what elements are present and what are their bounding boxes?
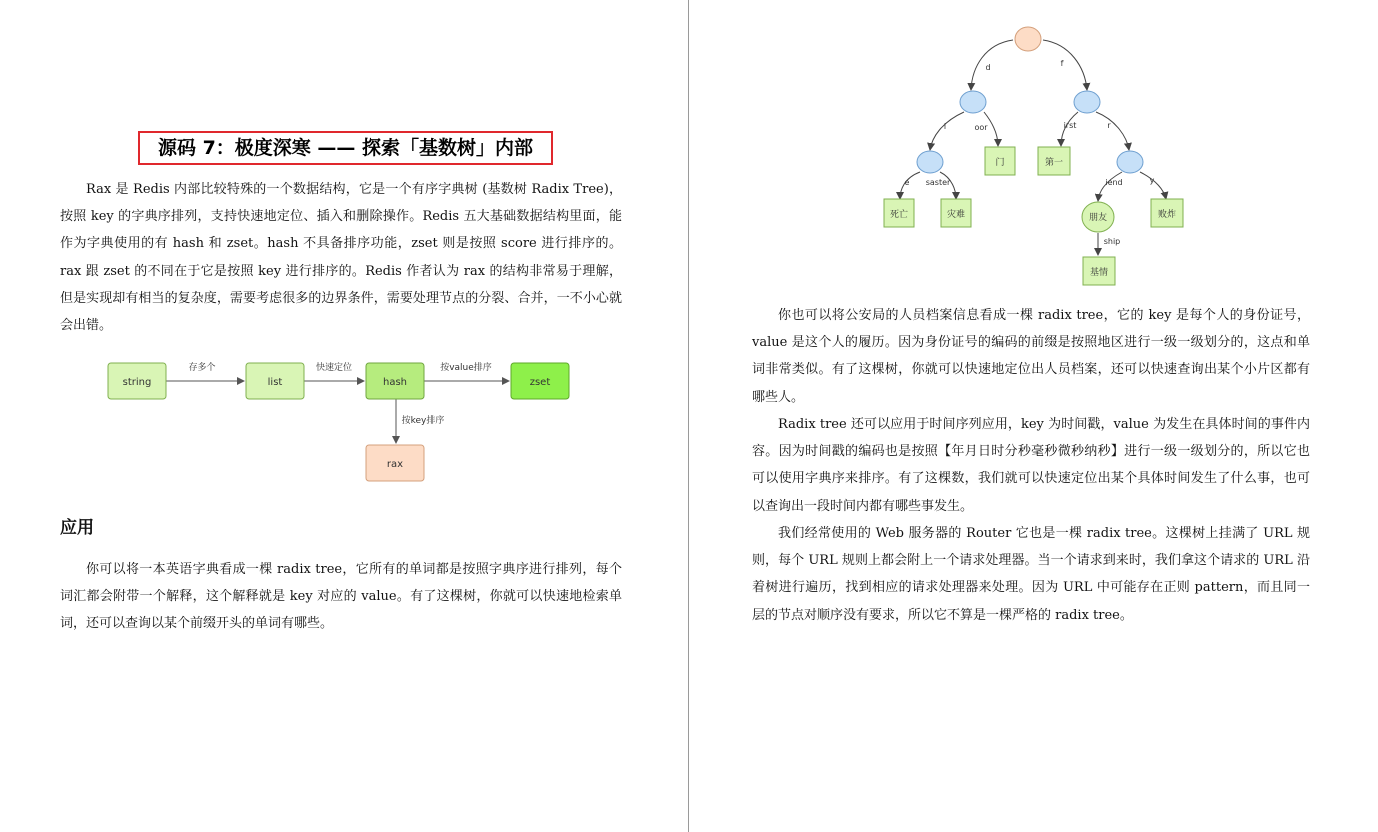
tree-edge xyxy=(1096,112,1129,150)
router-paragraph: 我们经常使用的 Web 服务器的 Router 它也是一棵 radix tree。这棵树上挂满了 URL 规则，每个 URL 规则上都会附上一个请求处理器。当一个请求到来时，我们拿这个请求的 URL 沿着树进行遍历，找到相应的请求处理器来处理。因为 URL 中可能存在正则 pattern，而且同一层的节点对顺序没有要求，所以它不算是一棵严格的 radix tree。 xyxy=(752,526,1310,623)
timeseries-paragraph: Radix tree 还可以应用于时间序列应用，key 为时间戳，value 为发生在具体时间的事件内容。因为时间戳的编码也是按照【年月日时分秒毫秒微秒纳秒】进行一级一级划分的，所以它也可以使用字典序来排序。有了这棵数，我们就可以快速定位出某个具体时间发生了什么事，也可以查询出一段时间内都有哪些事发生。 xyxy=(752,417,1310,514)
edge-label: r xyxy=(1107,121,1111,130)
edge-label: saster xyxy=(925,178,951,187)
id-card-paragraph: 你也可以将公安局的人员档案信息看成一棵 radix tree，它的 key 是每个人的身份证号，value 是这个人的履历。因为身份证号的编码的前缀是按照地区进行一级一级划分的，这点和单词非常类似。有了这棵树，你就可以快速地定位出人员档案，还可以快速查询出某个小片区都有哪些人。 xyxy=(752,308,1310,405)
leaf-label: 败炸 xyxy=(1157,210,1177,220)
tree-edge xyxy=(900,172,920,199)
node-label: rax xyxy=(386,459,404,470)
leaf-label: 灾难 xyxy=(946,210,966,220)
radix-tree-diagram xyxy=(880,22,1200,292)
edge-label: oor xyxy=(974,123,988,132)
node-label: zset xyxy=(529,377,551,388)
section-heading: 应用 xyxy=(60,518,94,538)
root-node xyxy=(1015,27,1041,51)
chapter-title: 源码 7：极度深寒 —— 探索「基数树」内部 xyxy=(138,131,553,165)
edge-label: irst xyxy=(1063,121,1077,130)
edge-label: 按value排序 xyxy=(440,363,492,373)
application-paragraph: 你可以将一本英语字典看成一棵 radix tree，它所有的单词都是按照字典序进行排列，每个词汇都会附带一个解释，这个解释就是 key 对应的 value。有了这棵树，你就可以快速地检索单词，还可以查询以某个前缀开头的单词有哪些。 xyxy=(60,562,622,632)
leaf-label: 朋友 xyxy=(1088,213,1108,223)
edge-label: d xyxy=(985,63,991,72)
edge-label: ship xyxy=(1103,237,1121,246)
node-label: list xyxy=(267,377,283,388)
leaf-label: 门 xyxy=(995,158,1005,168)
leaf-label: 第一 xyxy=(1044,158,1064,168)
edge-label: i xyxy=(943,122,947,131)
page-divider xyxy=(688,0,689,832)
edge-label: e xyxy=(904,178,910,187)
tree-node-di xyxy=(917,151,943,173)
right-page xyxy=(752,0,1310,832)
tree-node-fr xyxy=(1117,151,1143,173)
tree-edge xyxy=(1043,40,1087,90)
edge-label: 快速定位 xyxy=(315,363,353,373)
edge-label: iend xyxy=(1105,178,1123,187)
leaf-label: 基情 xyxy=(1089,268,1109,278)
left-page xyxy=(60,0,622,832)
leaf-label: 死亡 xyxy=(889,210,909,220)
tree-node-d xyxy=(960,91,986,113)
tree-node-f xyxy=(1074,91,1100,113)
node-label: hash xyxy=(382,377,408,388)
data-structure-flow-diagram xyxy=(100,352,580,487)
tree-edge xyxy=(971,40,1013,90)
edge-label: y xyxy=(1149,176,1155,185)
tree-edge xyxy=(930,112,964,150)
node-label: string xyxy=(122,377,152,388)
edge-label: f xyxy=(1060,59,1064,68)
edge-label: 按key排序 xyxy=(401,416,445,426)
intro-paragraph: Rax 是 Redis 内部比较特殊的一个数据结构，它是一个有序字典树 (基数树 Radix Tree)，按照 key 的字典序排列，支持快速地定位、插入和删除操作。Redis 五大基础数据结构里面，能作为字典使用的有 hash 和 zset。hash 不具备排序功能，zset 则是按照 score 进行排序的。rax 跟 zset 的不同在于它是按照 key 进行排序的。Redis 作者认为 rax 的结构非常易于理解，但是实现却有相当的复杂度，需要考虑很多的边界条件，需要处理节点的分裂、合并，一不小心就会出错。 xyxy=(60,182,622,334)
edge-label: 存多个 xyxy=(188,363,216,373)
